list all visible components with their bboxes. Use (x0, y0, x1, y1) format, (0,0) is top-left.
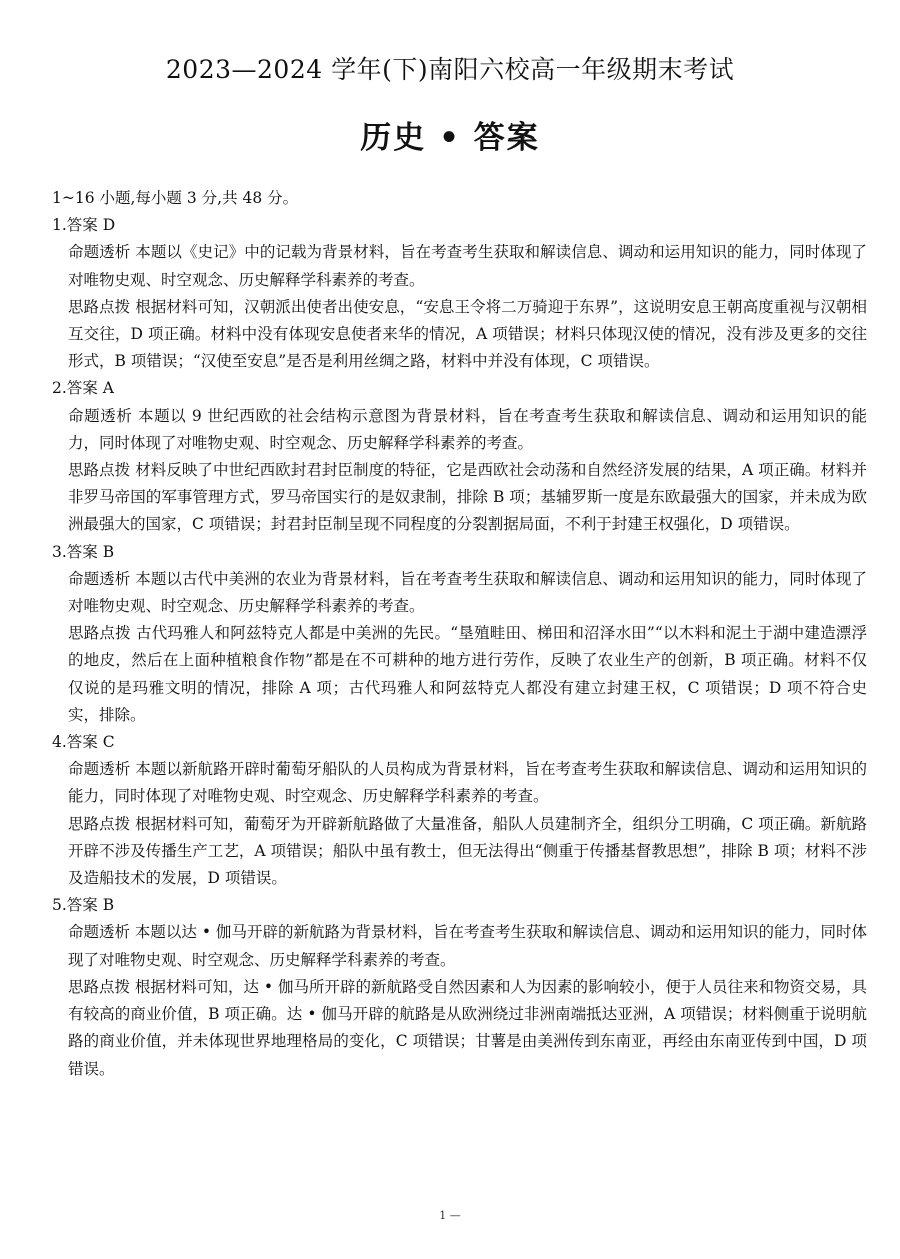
question-hint: 思路点拨 古代玛雅人和阿兹特克人都是中美洲的先民。“垦殖畦田、梯田和沼泽水田”“以木料和泥土于湖中建造漂浮的地皮，然后在上面种植粮食作物”都是在不可耕种的地方进行劳作，反映了农业生产的创新，B 项正确。材料不仅仅说的是玛雅文明的情况，排除 A 项；古代玛雅人和阿兹特克人都没有建立封建王权，C 项错误；D 项不符合史实，排除。 (68, 624, 867, 724)
question-analysis: 命题透析 本题以古代中美洲的农业为背景材料，旨在考查考生获取和解读信息、调动和运用知识的能力，同时体现了对唯物史观、时空观念、历史解释学科素养的考查。 (68, 569, 867, 616)
question-analysis: 命题透析 本题以《史记》中的记载为背景材料，旨在考查考生获取和解读信息、调动和运用知识的能力，同时体现了对唯物史观、时空观念、历史解释学科素养的考查。 (68, 243, 867, 289)
question-2 (52, 375, 867, 538)
question-analysis: 命题透析 本题以 9 世纪西欧的社会结构示意图为背景材料，旨在考查考生获取和解读信息、调动和运用知识的能力，同时体现了对唯物史观、时空观念、历史解释学科素养的考查。 (68, 406, 867, 452)
page-number: 1 — (439, 1209, 461, 1222)
subject-title: 历史 • 答案 (360, 120, 540, 156)
question-answer-heading: 1.答案 D (52, 216, 116, 235)
question-answer-heading: 3.答案 B (52, 542, 115, 561)
exam-title: 2023—2024 学年(下)南阳六校高一年级期末考试 (165, 55, 735, 84)
question-hint: 思路点拨 材料反映了中世纪西欧封君封臣制度的特征，它是西欧社会动荡和自然经济发展的结果，A 项正确。材料并非罗马帝国的军事管理方式，罗马帝国实行的是奴隶制，排除 B 项；基辅罗斯一度是东欧最强大的国家，并未成为欧洲最强大的国家，C 项错误；封君封臣制呈现不同程度的分裂割据局面，不利于封建王权强化，D 项错误。 (68, 461, 867, 534)
question-1 (52, 212, 867, 375)
question-3 (52, 539, 867, 729)
question-5 (52, 892, 867, 1082)
question-analysis: 命题透析 本题以达 • 伽马开辟的新航路为背景材料，旨在考查考生获取和解读信息、调动和运用知识的能力，同时体现了对唯物史观、时空观念、历史解释学科素养的考查。 (68, 923, 867, 969)
intro-text: 1~16 小题,每小题 3 分,共 48 分。 (52, 189, 299, 207)
question-answer-heading: 4.答案 C (52, 733, 115, 752)
question-4 (52, 729, 867, 892)
question-hint: 思路点拨 根据材料可知，汉朝派出使者出使安息，“安息王令将二万骑迎于东界”，这说明安息王朝高度重视与汉朝相互交往，D 项正确。材料中没有体现安息使者来华的情况，A 项错误；材料只体现汉使的情况，没有涉及更多的交往形式，B 项错误；“汉使至安息”是否是利用丝绸之路，材料中并没有体现，C 项错误。 (68, 297, 867, 371)
question-analysis: 命题透析 本题以新航路开辟时葡萄牙船队的人员构成为背景材料，旨在考查考生获取和解读信息、调动和运用知识的能力，同时体现了对唯物史观、时空观念、历史解释学科素养的考查。 (68, 760, 867, 806)
question-answer-heading: 5.答案 B (52, 896, 115, 915)
question-answer-heading: 2.答案 A (52, 379, 114, 398)
answer-content (52, 185, 867, 1083)
question-hint: 思路点拨 根据材料可知，达 • 伽马所开辟的新航路受自然因素和人为因素的影响较小，便于人员往来和物资交易，具有较高的商业价值，B 项正确。达 • 伽马开辟的航路是从欧洲绕过非洲南端抵达亚洲，A 项错误；材料侧重于说明航路的商业价值，并未体现世界地理格局的变化，C 项错误；甘薯是由美洲传到东南亚，再经由东南亚传到中国，D 项错误。 (68, 977, 867, 1078)
question-hint: 思路点拨 根据材料可知，葡萄牙为开辟新航路做了大量准备，船队人员建制齐全，组织分工明确，C 项正确。新航路开辟不涉及传播生产工艺，A 项错误；船队中虽有教士，但无法得出“侧重于传播基督教思想”，排除 B 项；材料不涉及造船技术的发展，D 项错误。 (68, 814, 867, 888)
